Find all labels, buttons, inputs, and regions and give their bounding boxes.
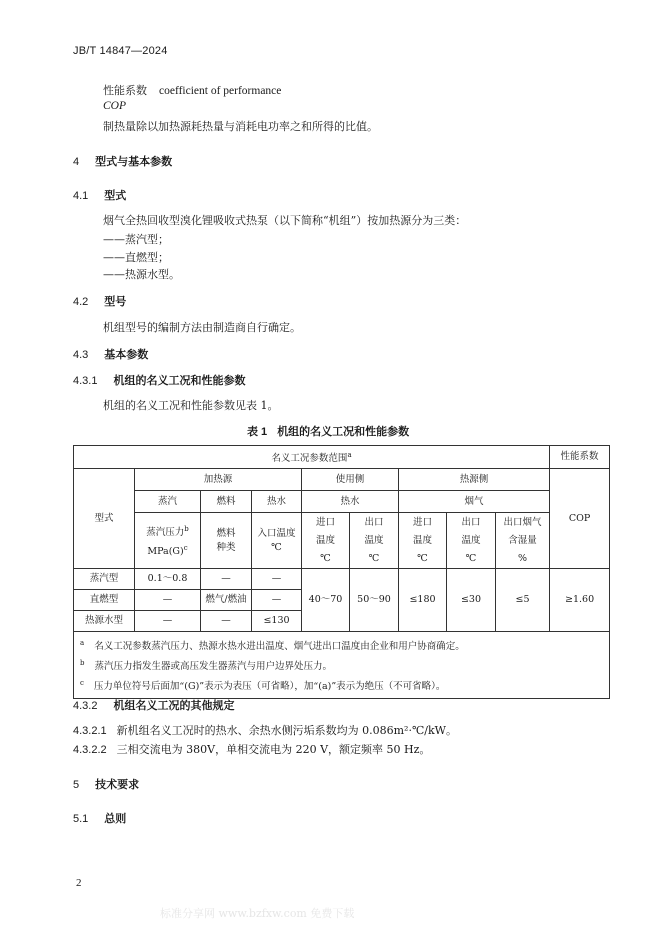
hot-water-cell: — [252, 569, 302, 590]
section-4-2-text: 机组型号的编制方法由制造商自行确定。 [103, 321, 301, 334]
section-title: 型号 [104, 295, 127, 308]
col-use-inlet [302, 513, 350, 569]
steam-cell: — [135, 611, 201, 632]
note-mark: a [80, 639, 85, 647]
header-line: ℃ [417, 552, 428, 564]
header-line: ℃ [465, 552, 477, 564]
section-4-1-intro: 烟气全热回收型溴化锂吸收式热泵（以下简称“机组”）按加热源分为三类： [103, 214, 467, 227]
header-param-range [74, 446, 550, 469]
param-range-label: 名义工况参数范围 [271, 453, 348, 465]
source-inlet-cell: ≤180 [399, 569, 447, 632]
section-number: 4.3.2 [73, 700, 98, 712]
term-english: coefficient of performance [159, 85, 282, 97]
clause-number: 4.3.2.2 [73, 744, 107, 756]
col-humidity [496, 513, 550, 569]
col-use-outlet [350, 513, 399, 569]
col-inlet-temp [252, 513, 302, 569]
table-number: 表 1 [247, 426, 268, 438]
table-row [74, 569, 610, 590]
steam-cell: — [135, 590, 201, 611]
footnote-mark: a [347, 450, 352, 459]
header-line: 出口烟气 [503, 516, 542, 528]
section-4-3-heading [73, 346, 148, 362]
section-title: 总则 [104, 812, 127, 825]
type-cell: 蒸汽型 [74, 569, 135, 590]
section-number: 5.1 [73, 813, 89, 825]
cop-cell: ≥1.60 [550, 569, 610, 632]
humidity-cell: ≤5 [496, 569, 550, 632]
celsius-unit: ℃ [271, 541, 282, 553]
type-list-item: ——蒸汽型； [103, 233, 169, 246]
section-title: 型式与基本参数 [95, 155, 173, 168]
section-number: 4.1 [73, 190, 89, 202]
hot-water-cell: ≤130 [252, 611, 302, 632]
header-line: 出口 [364, 516, 384, 528]
fuel-cell: — [201, 569, 252, 590]
section-5-1-heading [73, 810, 126, 826]
header-fuel: 燃料 [201, 491, 252, 513]
header-source-side: 热源侧 [399, 469, 550, 491]
parameters-table [73, 445, 610, 699]
section-4-3-1-heading [73, 372, 245, 388]
note-mark: b [80, 659, 85, 668]
note-mark: c [80, 679, 84, 688]
clause-text: 新机组名义工况时的热水、余热水侧污垢系数均为 0.086m²·℃/kW。 [116, 724, 457, 737]
fuel-cell: — [201, 611, 252, 632]
section-4-2-heading [73, 293, 126, 309]
table-caption [247, 423, 409, 439]
clause-4-3-2-1 [73, 722, 457, 738]
header-line: 温度 [315, 534, 335, 546]
header-line: 进口 [412, 516, 432, 528]
header-line: 进口 [315, 516, 335, 528]
header-steam: 蒸汽 [135, 491, 201, 513]
footnote-mark: b [184, 525, 189, 534]
section-number: 5 [73, 779, 80, 791]
type-cell: 热源水型 [74, 611, 135, 632]
header-performance: 性能系数 [550, 446, 610, 469]
table-note [80, 655, 603, 675]
watermark: 标准分享网 www.bzfxw.com 免费下载 [160, 907, 355, 920]
note-text: 压力单位符号后面加“(G)”表示为表压（可省略），加“(a)”表示为绝压（不可省略）。 [93, 681, 446, 693]
header-line: 含湿量 [508, 534, 537, 546]
col-fuel-type [201, 513, 252, 569]
fuel-label: 燃料 [216, 527, 236, 539]
header-cop: COP [550, 469, 610, 569]
document-code: JB/T 14847—2024 [73, 45, 168, 57]
header-line: ℃ [320, 552, 331, 564]
section-number: 4 [73, 156, 80, 168]
header-line: 温度 [364, 534, 384, 546]
hot-water-cell: — [252, 590, 302, 611]
term-chinese: 性能系数 [103, 84, 147, 97]
header-line: 温度 [412, 534, 432, 546]
steam-cell: 0.1～0.8 [135, 569, 201, 590]
section-title: 机组名义工况的其他规定 [113, 699, 235, 712]
note-text: 蒸汽压力指发生器或高压发生器蒸汽与用户边界处压力。 [94, 661, 332, 673]
type-list-item: ——直燃型； [103, 251, 169, 264]
steam-pressure-label: 蒸汽压力 [146, 527, 185, 539]
definition-term [103, 82, 281, 98]
steam-unit-label: MPa(G) [147, 545, 184, 557]
section-4-1-heading [73, 187, 126, 203]
section-title: 型式 [104, 189, 127, 202]
footnote-mark: c [183, 543, 188, 552]
header-flue-gas: 烟气 [399, 491, 550, 513]
table-title: 机组的名义工况和性能参数 [277, 425, 410, 438]
col-source-inlet [399, 513, 447, 569]
type-cell: 直燃型 [74, 590, 135, 611]
section-5-heading [73, 776, 139, 792]
section-number: 4.2 [73, 296, 89, 308]
header-line: % [518, 552, 528, 564]
inlet-temp-label: 入口温度 [257, 527, 296, 539]
type-list-item: ——热源水型。 [103, 268, 180, 281]
header-use-side: 使用侧 [302, 469, 399, 491]
section-title: 基本参数 [104, 348, 149, 361]
fuel-cell: 燃气/燃油 [201, 590, 252, 611]
header-line: 温度 [461, 534, 481, 546]
note-text: 名义工况参数蒸汽压力、热源水热水进出温度、烟气进出口温度由企业和用户协商确定。 [94, 641, 465, 653]
fuel-type-label: 种类 [216, 541, 236, 553]
clause-4-3-2-2 [73, 741, 430, 757]
page-number: 2 [76, 877, 82, 889]
use-inlet-cell: 40～70 [302, 569, 350, 632]
use-outlet-cell: 50～90 [350, 569, 399, 632]
clause-number: 4.3.2.1 [73, 725, 107, 737]
table-note [80, 635, 603, 655]
table-note [80, 675, 603, 695]
section-number: 4.3 [73, 349, 89, 361]
definition-text: 制热量除以加热源耗热量与消耗电功率之和所得的比值。 [103, 120, 378, 133]
section-4-3-1-text: 机组的名义工况和性能参数见表 1。 [103, 399, 279, 412]
header-hot-water: 热水 [252, 491, 302, 513]
header-line: ℃ [368, 552, 380, 564]
clause-text: 三相交流电为 380V，单相交流电为 220 V，额定频率 50 Hz。 [116, 743, 431, 756]
section-4-3-2-heading [73, 697, 234, 713]
header-heat-source: 加热源 [135, 469, 302, 491]
source-outlet-cell: ≤30 [447, 569, 496, 632]
header-line: 出口 [461, 516, 481, 528]
term-abbreviation: COP [103, 100, 126, 112]
section-title: 机组的名义工况和性能参数 [113, 374, 246, 387]
col-source-outlet [447, 513, 496, 569]
section-number: 4.3.1 [73, 375, 98, 387]
header-type: 型式 [74, 469, 135, 569]
header-use-hot-water: 热水 [302, 491, 399, 513]
col-steam-pressure [135, 513, 201, 569]
section-4-heading [73, 153, 172, 169]
section-title: 技术要求 [95, 778, 140, 791]
table-notes [74, 632, 610, 699]
